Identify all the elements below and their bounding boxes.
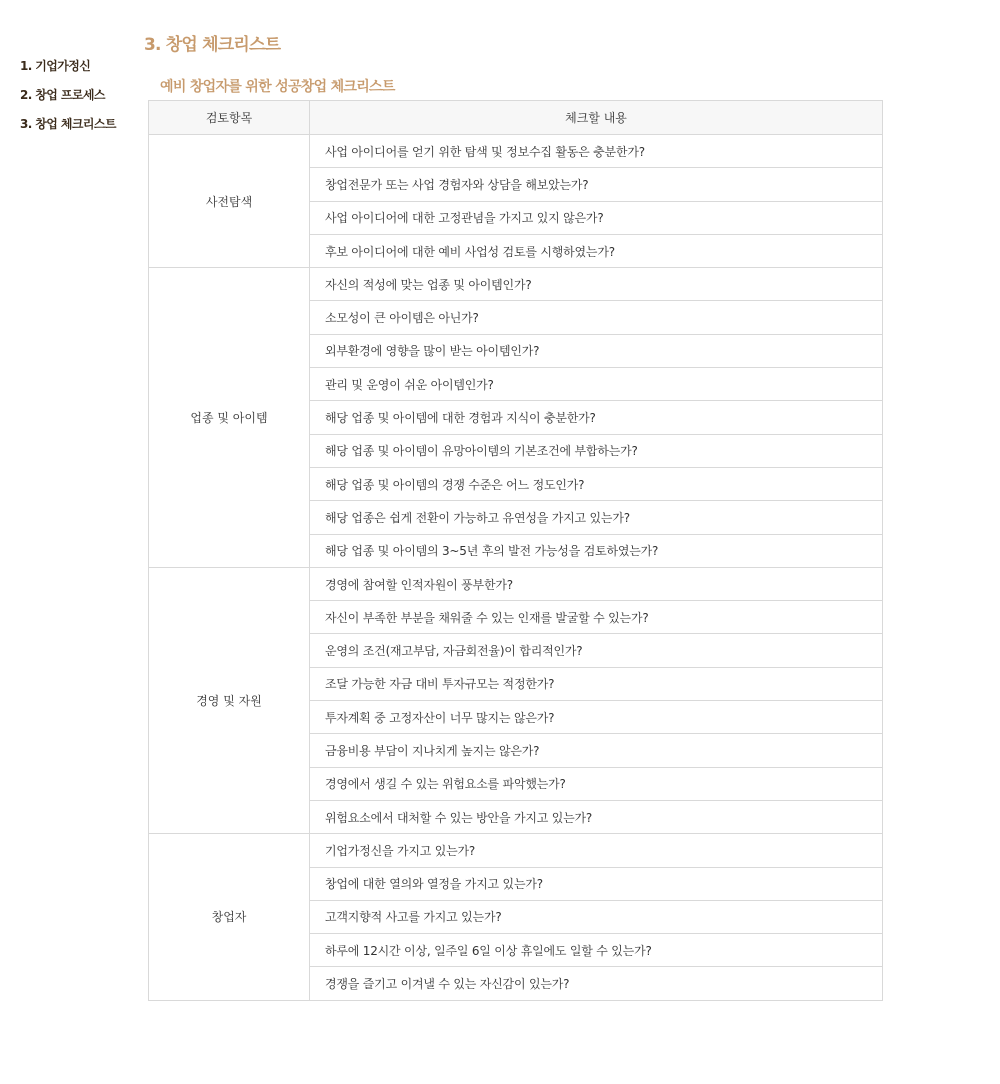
page-title: 3. 창업 체크리스트: [144, 35, 281, 55]
check-item-cell: 후보 아이디어에 대한 예비 사업성 검토를 시행하였는가?: [310, 234, 883, 267]
check-item-cell: 위험요소에서 대처할 수 있는 방안을 가지고 있는가?: [310, 800, 883, 833]
table-header-row: [149, 101, 883, 135]
check-item-cell: 경영에 참여할 인적자원이 풍부한가?: [310, 567, 883, 600]
check-item-cell: 해당 업종 및 아이템의 3~5년 후의 발전 가능성을 검토하였는가?: [310, 534, 883, 567]
check-item-cell: 운영의 조건(재고부담, 자금회전율)이 합리적인가?: [310, 634, 883, 667]
check-item-cell: 경영에서 생길 수 있는 위험요소를 파악했는가?: [310, 767, 883, 800]
check-item-cell: 해당 업종은 쉽게 전환이 가능하고 유연성을 가지고 있는가?: [310, 501, 883, 534]
check-item-cell: 창업에 대한 열의와 열정을 가지고 있는가?: [310, 867, 883, 900]
check-item-cell: 조달 가능한 자금 대비 투자규모는 적정한가?: [310, 667, 883, 700]
check-item-cell: 창업전문가 또는 사업 경험자와 상담을 해보았는가?: [310, 168, 883, 201]
side-navigation: [20, 56, 140, 143]
nav-item-entrepreneurship[interactable]: 1. 기업가정신: [20, 59, 91, 73]
nav-item-startup-process[interactable]: 2. 창업 프로세스: [20, 88, 105, 102]
section-subtitle: 예비 창업자를 위한 성공창업 체크리스트: [160, 79, 395, 95]
check-item-cell: 자신의 적성에 맞는 업종 및 아이템인가?: [310, 268, 883, 301]
nav-item-startup-checklist[interactable]: 3. 창업 체크리스트: [20, 117, 116, 131]
table-row: [149, 268, 883, 301]
check-item-cell: 사업 아이디어에 대한 고정관념을 가지고 있지 않은가?: [310, 201, 883, 234]
check-item-cell: 투자계획 중 고정자산이 너무 많지는 않은가?: [310, 701, 883, 734]
category-cell: 사전탐색: [149, 135, 310, 268]
check-item-cell: 고객지향적 사고를 가지고 있는가?: [310, 900, 883, 933]
header-check-content: 체크할 내용: [310, 101, 883, 135]
check-item-cell: 소모성이 큰 아이템은 아닌가?: [310, 301, 883, 334]
check-item-cell: 관리 및 운영이 쉬운 아이템인가?: [310, 368, 883, 401]
check-item-cell: 해당 업종 및 아이템의 경쟁 수준은 어느 정도인가?: [310, 467, 883, 500]
check-item-cell: 해당 업종 및 아이템에 대한 경험과 지식이 충분한가?: [310, 401, 883, 434]
table-row: [149, 834, 883, 867]
category-cell: 업종 및 아이템: [149, 268, 310, 568]
check-item-cell: 금융비용 부담이 지나치게 높지는 않은가?: [310, 734, 883, 767]
check-item-cell: 하루에 12시간 이상, 일주일 6일 이상 휴일에도 일할 수 있는가?: [310, 934, 883, 967]
check-item-cell: 사업 아이디어를 얻기 위한 탐색 및 정보수집 활동은 충분한가?: [310, 135, 883, 168]
check-item-cell: 경쟁을 즐기고 이겨낼 수 있는 자신감이 있는가?: [310, 967, 883, 1000]
check-item-cell: 기업가정신을 가지고 있는가?: [310, 834, 883, 867]
category-cell: 창업자: [149, 834, 310, 1000]
category-cell: 경영 및 자원: [149, 567, 310, 833]
checklist-body: [149, 135, 883, 1001]
check-item-cell: 자신이 부족한 부분을 채워줄 수 있는 인재를 발굴할 수 있는가?: [310, 601, 883, 634]
check-item-cell: 해당 업종 및 아이템이 유망아이템의 기본조건에 부합하는가?: [310, 434, 883, 467]
checklist-table: [148, 100, 883, 1001]
check-item-cell: 외부환경에 영향을 많이 받는 아이템인가?: [310, 334, 883, 367]
table-row: [149, 135, 883, 168]
table-row: [149, 567, 883, 600]
header-review-item: 검토항목: [149, 101, 310, 135]
